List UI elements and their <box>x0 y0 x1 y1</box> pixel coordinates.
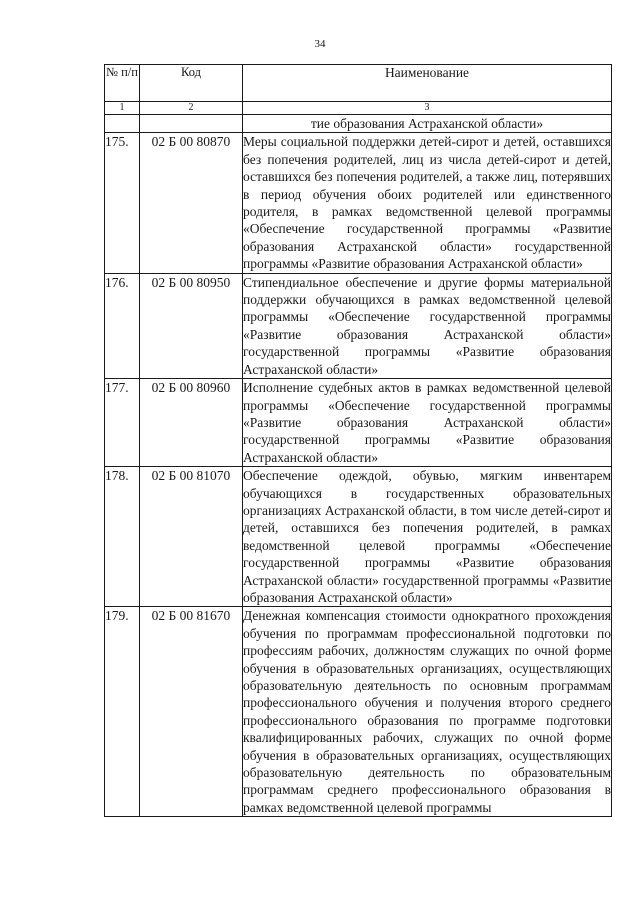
row-name: Обеспечение одеждой, обувью, мягким инвентарем обучающихся в государственных образовательных организациях Астраханской области, в том числе детей-сирот и детей, оставшихся без попечения родителей, в рамках ведомственной целевой программы «Обеспечение государственной программы «Развитие образования Астраханской области» государственной программы «Развитие образования Астраханской области» <box>243 468 611 605</box>
column-index: 2 <box>140 102 243 115</box>
row-number: 179. <box>105 607 140 817</box>
row-code: 02 Б 00 80960 <box>140 379 243 467</box>
continuation-row <box>105 115 612 133</box>
row-number: 176. <box>105 273 140 378</box>
row-number: 177. <box>105 379 140 467</box>
column-index-row <box>105 102 612 115</box>
table-row <box>105 607 612 817</box>
table-row <box>105 379 612 467</box>
column-index: 3 <box>243 102 612 115</box>
column-index: 1 <box>105 102 140 115</box>
header-number: № п/п <box>105 65 140 102</box>
table-row <box>105 273 612 378</box>
row-code: 02 Б 00 80950 <box>140 273 243 378</box>
row-name: Исполнение судебных актов в рамках ведомственной целевой программы «Обеспечение государственной программы «Развитие образования Астраханской области» государственной программы «Развитие образования Астраханской области» <box>243 380 611 465</box>
row-name: Меры социальной поддержки детей-сирот и детей, оставшихся без попечения родителей, лиц из числа детей-сирот и детей, оставшихся без попечения родителей, а также лиц, потерявших в период обучения обоих родителей или единственного родителя, в рамках ведомственной целевой программы «Обеспечение государственной программы «Развитие образования Астраханской области» государственной программы «Развитие образования Астраханской области» <box>243 134 611 272</box>
row-name: Денежная компенсация стоимости однократного прохождения обучения по программам профессиональной подготовки по профессиям рабочих, должностям служащих по очной форме обучения в образовательных организациях, осуществляющих образовательную деятельность по основным программам профессионального обучения и получения второго среднего профессионального образования по программе подготовки квалифицированных рабочих, служащих по очной форме обучения в образовательных организациях, осуществляющих образовательную деятельность по образовательным программам среднего профессионального образования в рамках ведомственной целевой программы <box>243 608 611 815</box>
continuation-num-cell <box>105 115 140 133</box>
page-number: 34 <box>314 38 326 50</box>
continuation-code-cell <box>140 115 243 133</box>
row-name: Стипендиальное обеспечение и другие формы материальной поддержки обучающихся в рамках ведомственной целевой программы «Обеспечение государственной программы «Развитие образования Астраханской области» государственной программы «Развитие образования Астраханской области» <box>243 274 611 377</box>
row-code: 02 Б 00 81070 <box>140 467 243 607</box>
header-name: Наименование <box>243 65 612 102</box>
budget-classification-table <box>104 64 612 817</box>
row-code: 02 Б 00 80870 <box>140 133 243 273</box>
continuation-text: тие образования Астраханской области» <box>243 115 612 133</box>
row-number: 178. <box>105 467 140 607</box>
table-header-row <box>105 65 612 102</box>
row-code: 02 Б 00 81670 <box>140 607 243 817</box>
table-row <box>105 133 612 273</box>
row-number: 175. <box>105 133 140 273</box>
table-row <box>105 467 612 607</box>
header-code: Код <box>140 65 243 102</box>
